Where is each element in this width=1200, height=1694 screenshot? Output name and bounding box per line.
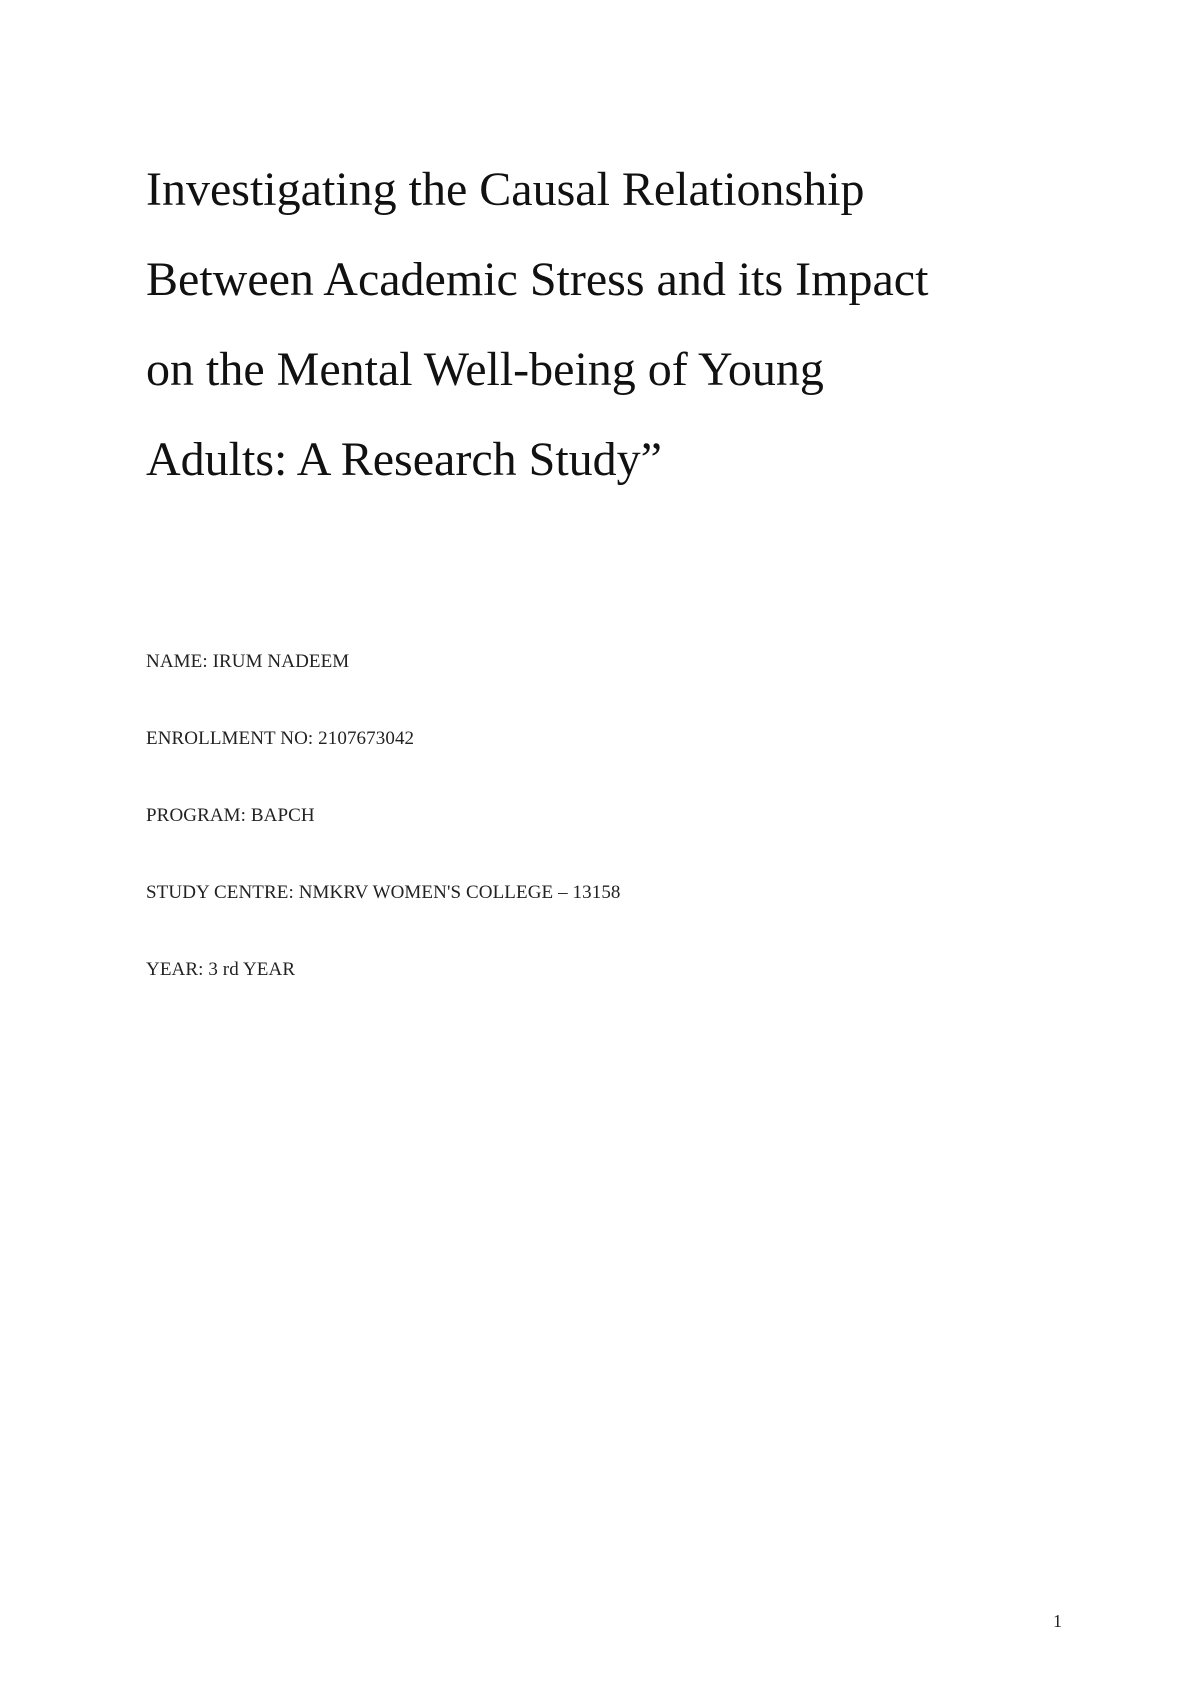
- student-name: NAME: IRUM NADEEM: [146, 651, 350, 672]
- year: YEAR: 3 rd YEAR: [146, 959, 296, 980]
- document-title: [146, 145, 1076, 505]
- title-line-2: Between Academic Stress and its Impact: [146, 253, 929, 306]
- title-line-3: on the Mental Well-being of Young: [146, 343, 824, 396]
- study-centre: STUDY CENTRE: NMKRV WOMEN'S COLLEGE – 13158: [146, 882, 621, 903]
- page-number: 1: [1053, 1611, 1062, 1631]
- student-details: [146, 651, 1046, 1036]
- title-line-1: Investigating the Causal Relationship: [146, 163, 865, 216]
- title-line-4: Adults: A Research Study”: [146, 433, 662, 486]
- enrollment-number: ENROLLMENT NO: 2107673042: [146, 728, 415, 749]
- program: PROGRAM: BAPCH: [146, 805, 315, 826]
